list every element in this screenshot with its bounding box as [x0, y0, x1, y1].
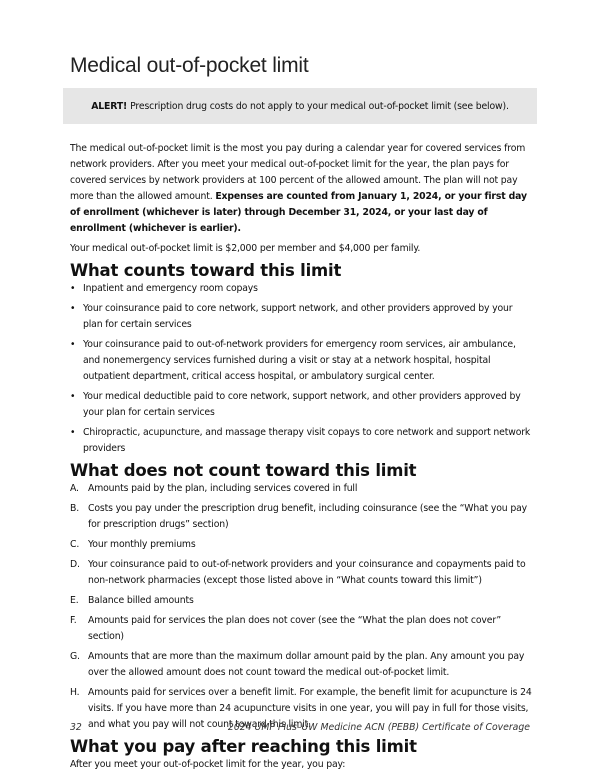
- item-text: Amounts paid for services the plan does not cover (see the “What the plan does not cover” section): [88, 615, 502, 642]
- list-item: • Your coinsurance paid to out-of-network providers for emergency room services, air ambulance, and nonemergency services furnished during a visit or stay at a network hospital, hospital outpatient department, critical access hospital, or ambulatory surgical center.: [70, 339, 516, 382]
- item-text: Your coinsurance paid to core network, support network, and other providers approved by your plan for certain services: [83, 303, 513, 330]
- list-item: [70, 557, 532, 589]
- list-item: [70, 481, 532, 497]
- item-marker: D.: [70, 559, 80, 570]
- item-marker: F.: [70, 615, 77, 626]
- limit-amount: Your medical out-of-pocket limit is $2,000 per member and $4,000 per family.: [70, 243, 421, 254]
- item-text: Your coinsurance paid to out-of-network providers and your coinsurance and copayments paid to non-network pharmacies (except those listed above in “What counts toward this limit”): [88, 559, 526, 586]
- intro-bold-text: Expenses are counted from January 1, 2024, or your first day of enrollment (whichever is later) through December 31, 2024, or your last day of enrollment (whichever is earlier).: [70, 191, 527, 234]
- intro-paragraph: [70, 141, 532, 237]
- item-marker: H.: [70, 687, 80, 698]
- document-title: 2024 UMP Plus–UW Medicine ACN (PEBB) Certificate of Coverage: [227, 722, 530, 733]
- item-text: Amounts paid by the plan, including services covered in full: [88, 483, 358, 494]
- item-text: Costs you pay under the prescription drug benefit, including coinsurance (see the “What you pay for prescription drugs” section): [88, 503, 528, 530]
- alert-text: Prescription drug costs do not apply to your medical out-of-pocket limit (see below).: [130, 100, 509, 112]
- item-marker: E.: [70, 595, 79, 606]
- content: [70, 141, 532, 777]
- item-text: Your medical deductible paid to core network, support network, and other providers approved by your plan for certain services: [83, 391, 521, 418]
- list-item: • Chiropractic, acupuncture, and massage therapy visit copays to core network and support network providers: [70, 427, 531, 454]
- item-text: Amounts paid for services over a benefit limit. For example, the benefit limit for acupuncture is 24 visits. If you have more than 24 acupuncture visits in one year, you will pay in full for those visits, and what you pay will not count toward this limit.: [88, 687, 532, 730]
- item-marker: A.: [70, 483, 79, 494]
- after-heading: What you pay after reaching this limit: [70, 737, 417, 756]
- item-text: Balance billed amounts: [88, 595, 194, 606]
- list-item: • Inpatient and emergency room copays: [70, 283, 258, 294]
- intro-text: The medical out-of-pocket limit is the most you pay during a calendar year for covered services from network providers. After you meet your medical out-of-pocket limit for the year, the plan pays for covered services by network providers at 100 percent of the allowed amount. The plan will not pay more than the allowed amount.: [70, 143, 526, 202]
- not-counts-list: [70, 481, 532, 733]
- item-text: Amounts that are more than the maximum dollar amount paid by the plan. Any amount you pay over the allowed amount does not count toward the medical out-of-pocket limit.: [88, 651, 525, 678]
- page-title: Medical out-of-pocket limit: [70, 54, 309, 77]
- list-item: [70, 613, 532, 645]
- page-number: 32: [70, 722, 82, 733]
- counts-heading: What counts toward this limit: [70, 261, 342, 280]
- counts-list: [70, 281, 532, 457]
- list-item: [70, 537, 532, 553]
- item-text: Inpatient and emergency room copays: [83, 283, 258, 294]
- list-item: [70, 649, 532, 681]
- after-text: After you meet your out-of-pocket limit for the year, you pay:: [70, 759, 346, 770]
- alert-box: [63, 88, 537, 124]
- list-item: [70, 501, 532, 533]
- item-marker: B.: [70, 503, 80, 514]
- list-item: • Your coinsurance paid to core network, support network, and other providers approved by your plan for certain services: [70, 303, 513, 330]
- page-footer: [70, 722, 530, 733]
- list-item: • Your medical deductible paid to core network, support network, and other providers approved by your plan for certain services: [70, 391, 521, 418]
- item-text: Your coinsurance paid to out-of-network providers for emergency room services, air ambulance, and nonemergency services furnished during a visit or stay at a network hospital, hospital outpatient department, critical access hospital, or ambulatory surgical center.: [83, 339, 516, 382]
- item-text: Your monthly premiums: [88, 539, 196, 550]
- item-marker: C.: [70, 539, 80, 550]
- item-text: Chiropractic, acupuncture, and massage therapy visit copays to core network and support network providers: [83, 427, 531, 454]
- item-marker: G.: [70, 651, 80, 662]
- not-counts-heading: What does not count toward this limit: [70, 461, 417, 480]
- list-item: [70, 593, 532, 609]
- alert-label: ALERT!: [91, 100, 128, 112]
